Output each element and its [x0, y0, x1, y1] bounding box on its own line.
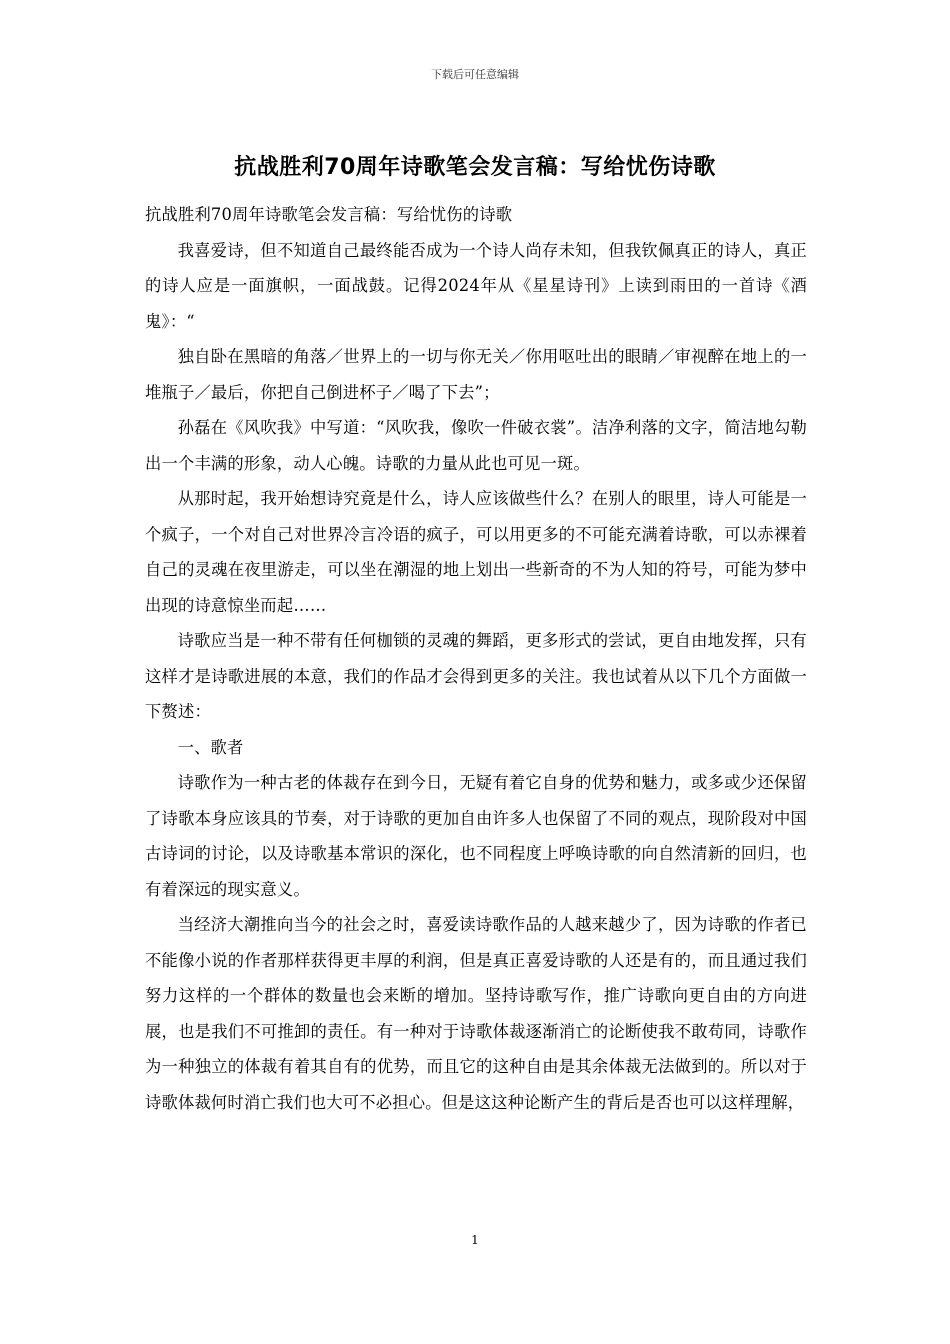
body-paragraph: 诗歌应当是一种不带有任何枷锁的灵魂的舞蹈，更多形式的尝试，更自由地发挥，只有这样才是诗歌进展的本意，我们的作品才会得到更多的关注。我也试着从以下几个方面做一下赘述： — [145, 631, 807, 721]
section-heading: 一、歌者 — [177, 737, 244, 757]
page-header: 下载后可任意编辑 — [431, 68, 519, 81]
body-paragraph: 我喜爱诗，但不知道自己最终能否成为一个诗人尚存未知，但我钦佩真正的诗人，真正的诗人应是一面旗帜，一面战鼓。记得2024年从《星星诗刊》上读到雨田的一首诗《酒鬼》：“ — [145, 240, 807, 331]
body-paragraph: 从那时起，我开始想诗究竟是什么，诗人应该做些什么？在别人的眼里，诗人可能是一个疯子，一个对自己对世界冷言冷语的疯子，可以用更多的不可能充满着诗歌，可以赤裸着自己的灵魂在夜里游走，可以坐在潮湿的地上划出一些新奇的不为人知的符号，可能为梦中出现的诗意惊坐而起…… — [145, 489, 807, 615]
document-body — [145, 197, 807, 1120]
body-paragraph: 孙磊在《风吹我》中写道：“风吹我，像吹一件破衣裳”。洁净利落的文字，简洁地勾勒出一个丰满的形象，动人心魄。诗歌的力量从此也可见一斑。 — [145, 418, 807, 473]
body-paragraph: 独自卧在黑暗的角落／世界上的一切与你无关／你用呕吐出的眼睛／审视醉在地上的一堆瓶子／最后，你把自己倒进杯子／喝了下去”； — [145, 347, 807, 402]
page-number: 1 — [471, 1233, 479, 1247]
body-paragraph: 当经济大潮推向当今的社会之时，喜爱读诗歌作品的人越来越少了，因为诗歌的作者已不能像小说的作者那样获得更丰厚的利润，但是真正喜爱诗歌的人还是有的，而且通过我们努力这样的一个群体的数量也会来断的增加。坚持诗歌写作，推广诗歌向更自由的方向进展，也是我们不可推卸的责任。有一种对于诗歌体裁逐渐消亡的论断使我不敢苟同，诗歌作为一种独立的体裁有着其自有的优势，而且它的这种自由是其余体裁无法做到的。所以对于诗歌体裁何时消亡我们也大可不必担心。但是这这种论断产生的背后是否也可以这样理解， — [145, 915, 807, 1112]
body-paragraph: 诗歌作为一种古老的体裁存在到今日，无疑有着它自身的优势和魅力，或多或少还保留了诗歌本身应该具的节奏，对于诗歌的更加自由许多人也保留了不同的观点，现阶段对中国古诗词的讨论，以及诗歌基本常识的深化，也不同程度上呼唤诗歌的向自然清新的回归，也有着深远的现实意义。 — [145, 773, 807, 899]
document-title: 抗战胜利70周年诗歌笔会发言稿：写给忧伤诗歌 — [234, 155, 716, 180]
body-paragraph: 抗战胜利70周年诗歌笔会发言稿：写给忧伤的诗歌 — [145, 205, 513, 224]
